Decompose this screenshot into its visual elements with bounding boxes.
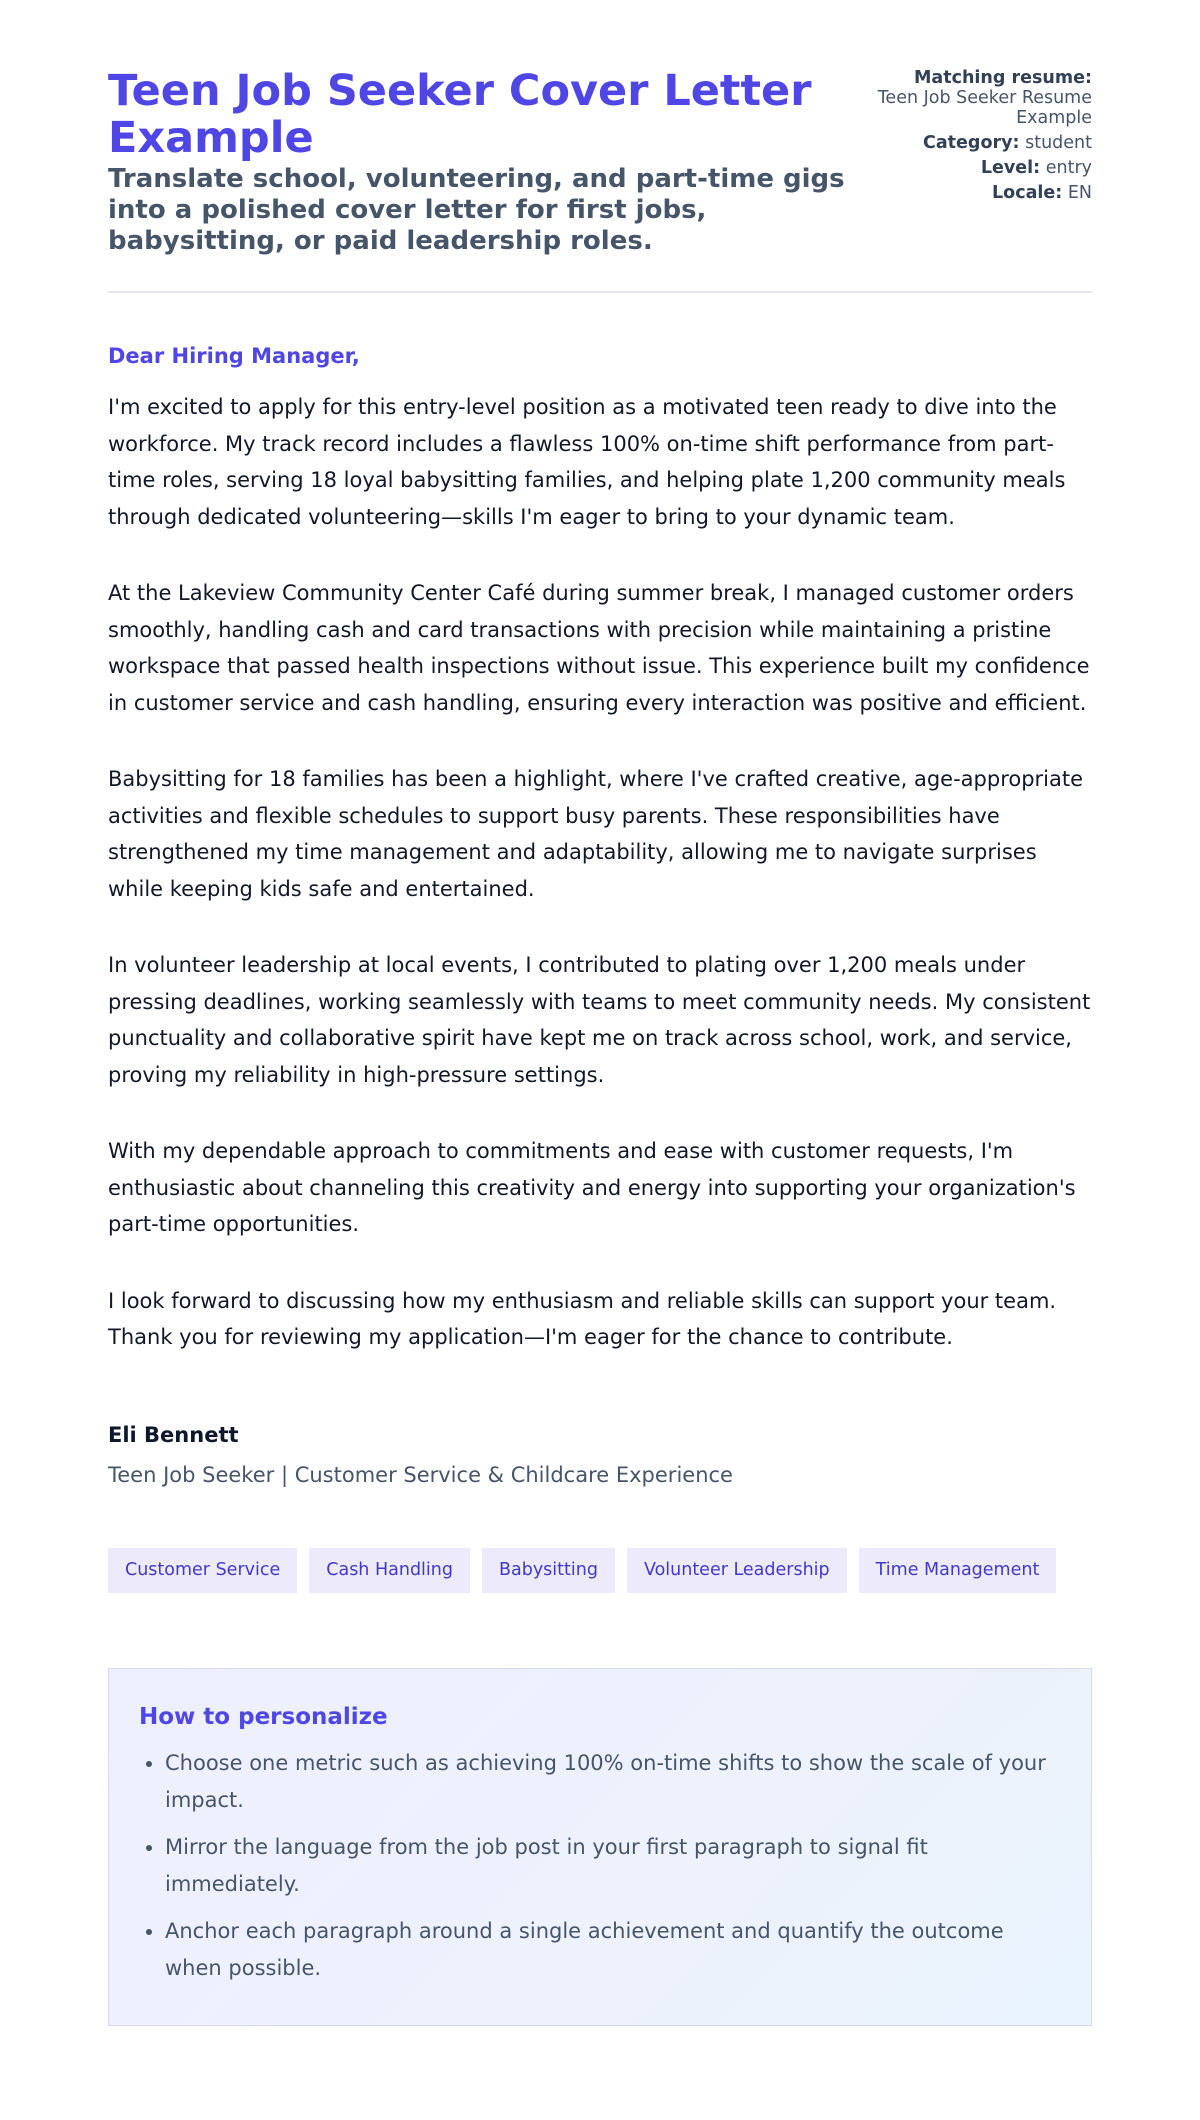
meta-level-label: Level: (980, 158, 1041, 178)
skill-tag: Customer Service (108, 1548, 297, 1593)
tips-list-item: • Anchor each paragraph around a single achievement and quantify the outcome when possible. (165, 1913, 1061, 1987)
letter-paragraph: I'm excited to apply for this entry-level position as a motivated teen ready to dive into the workforce. My track record includes a flawless 100% on-time shift performance from part-time roles, serving 18 loyal babysitting families, and helping plate 1,200 community meals through dedicated volunteering—skills I'm eager to bring to your dynamic team. (108, 395, 1066, 529)
letter-greeting: Dear Hiring Manager, (108, 344, 360, 368)
personalize-tips-box (108, 1668, 1092, 2026)
meta-matching-resume-value: Teen Job Seeker Resume Example (877, 88, 1092, 128)
skill-tag: Time Management (859, 1548, 1057, 1593)
skill-tag: Babysitting (482, 1548, 615, 1593)
header-divider (108, 291, 1092, 293)
letter-body (108, 343, 1092, 1356)
meta-level (872, 158, 1092, 178)
meta-category-value: student (1025, 133, 1092, 153)
tips-list-item: • Choose one metric such as achieving 100% on-time shifts to show the scale of your impact. (165, 1745, 1061, 1819)
meta-info (872, 68, 1092, 208)
letter-paragraph: In volunteer leadership at local events, I contributed to plating over 1,200 meals under pressing deadlines, working seamlessly with teams to meet community needs. My consistent punctuality and collaborative spirit have kept me on track across school, work, and service, proving my reliability in high-pressure settings. (108, 953, 1091, 1087)
meta-locale (872, 183, 1092, 203)
meta-level-value: entry (1045, 158, 1092, 178)
letter-paragraph: Babysitting for 18 families has been a highlight, where I've crafted creative, age-appropriate activities and flexible schedules to support busy parents. These responsibilities have strengthened my time management and adaptability, allowing me to navigate surprises while keeping kids safe and entertained. (108, 767, 1084, 901)
meta-locale-value: EN (1067, 183, 1092, 203)
meta-locale-label: Locale: (992, 183, 1063, 203)
meta-matching-resume (872, 68, 1092, 128)
tips-list-item: • Mirror the language from the job post in your first paragraph to signal fit immediately. (165, 1829, 1061, 1903)
signature-name: Eli Bennett (108, 1422, 239, 1447)
signature-title: Teen Job Seeker | Customer Service & Childcare Experience (108, 1462, 733, 1487)
tips-title: How to personalize (139, 1703, 388, 1730)
signature-block (108, 1422, 1092, 1488)
page-subtitle: Translate school, volunteering, and part-time gigs into a polished cover letter for first jobs, babysitting, or paid leadership roles. (108, 164, 845, 256)
letter-paragraph: With my dependable approach to commitments and ease with customer requests, I'm enthusiastic about channeling this creativity and energy into supporting your organization's part-time opportunities. (108, 1139, 1076, 1236)
header-titles (108, 68, 868, 257)
page-title: Teen Job Seeker Cover Letter Example (108, 66, 812, 163)
page-header (108, 68, 1092, 257)
letter-paragraph: I look forward to discussing how my enthusiasm and reliable skills can support your team. Thank you for reviewing my application—I'm eager for the chance to contribute. (108, 1288, 1057, 1349)
skill-tag: Cash Handling (309, 1548, 470, 1593)
meta-category (872, 133, 1092, 153)
meta-matching-resume-label: Matching resume: (914, 68, 1092, 88)
tips-list (139, 1745, 1061, 1987)
meta-category-label: Category: (923, 133, 1020, 153)
letter-paragraph: At the Lakeview Community Center Café during summer break, I managed customer orders smoothly, handling cash and card transactions with precision while maintaining a pristine workspace that passed health inspections without issue. This experience built my confidence in customer service and cash handling, ensuring every interaction was positive and efficient. (108, 581, 1090, 715)
skill-tag: Volunteer Leadership (627, 1548, 847, 1593)
skill-tags (108, 1548, 1092, 1593)
